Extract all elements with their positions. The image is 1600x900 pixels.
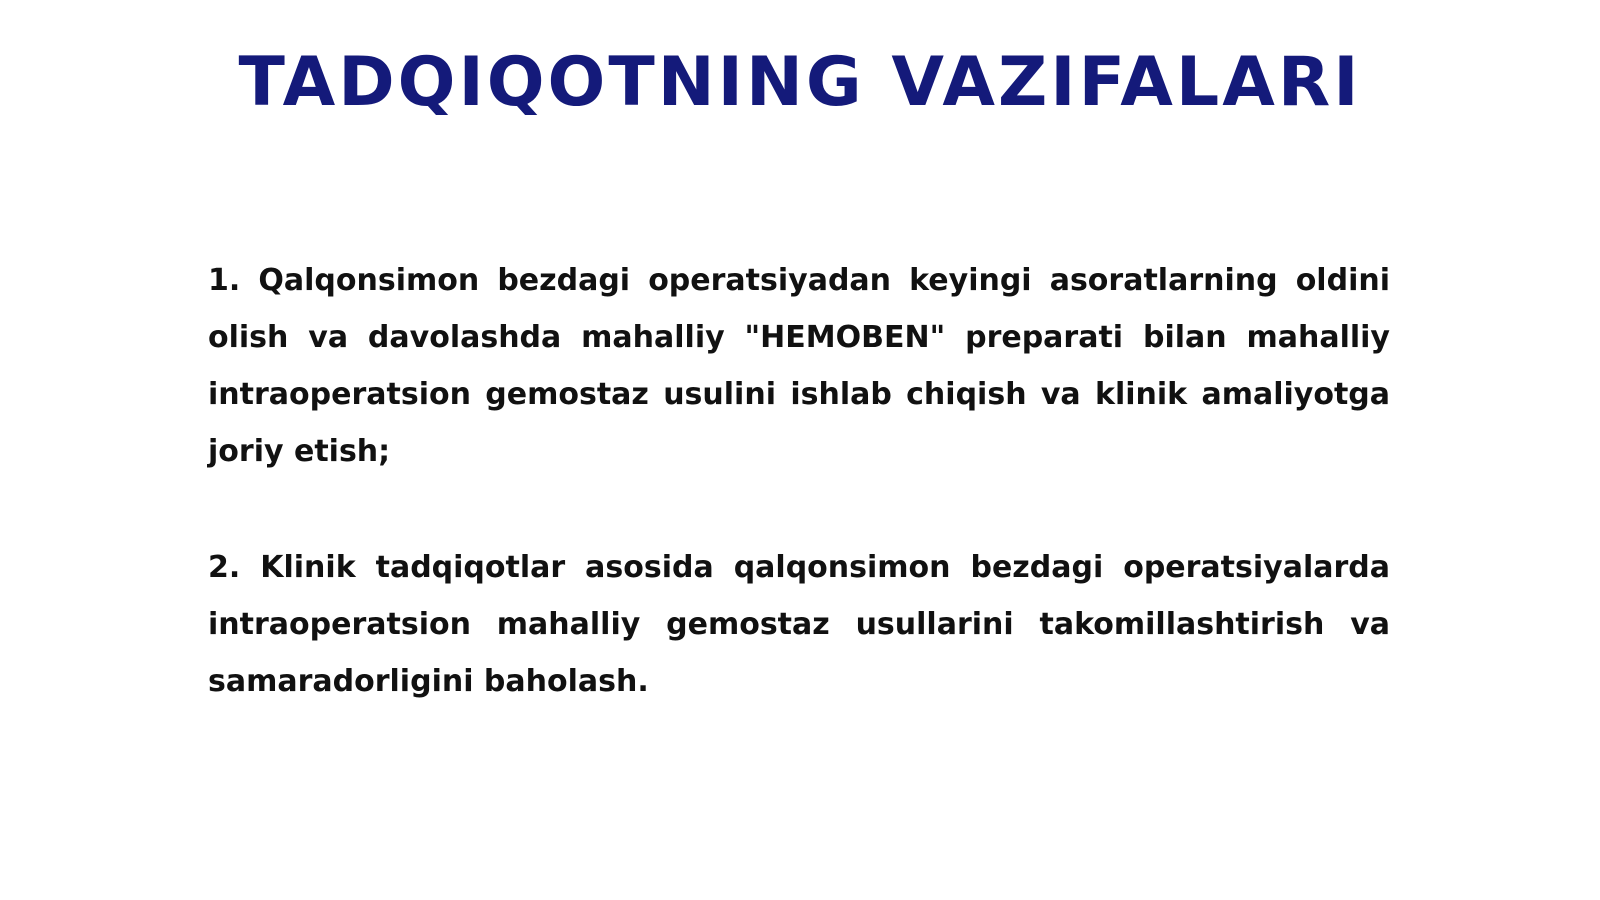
task-item-1: 1. Qalqonsimon bezdagi operatsiyadan keyingi asoratlarning oldini olish va davolashda mahalliy "HEMOBEN" preparati bilan mahalliy intraoperatsion gemostaz usulini ishlab chiqish va klinik amaliyotga joriy etish; bbox=[208, 263, 1390, 469]
slide-title: TADQIQOTNING VAZIFALARI bbox=[238, 43, 1362, 122]
task-item-2: 2. Klinik tadqiqotlar asosida qalqonsimon bezdagi operatsiyalarda intraoperatsion mahalliy gemostaz usullarini takomillashtirish va samaradorligini baholash. bbox=[208, 550, 1390, 699]
